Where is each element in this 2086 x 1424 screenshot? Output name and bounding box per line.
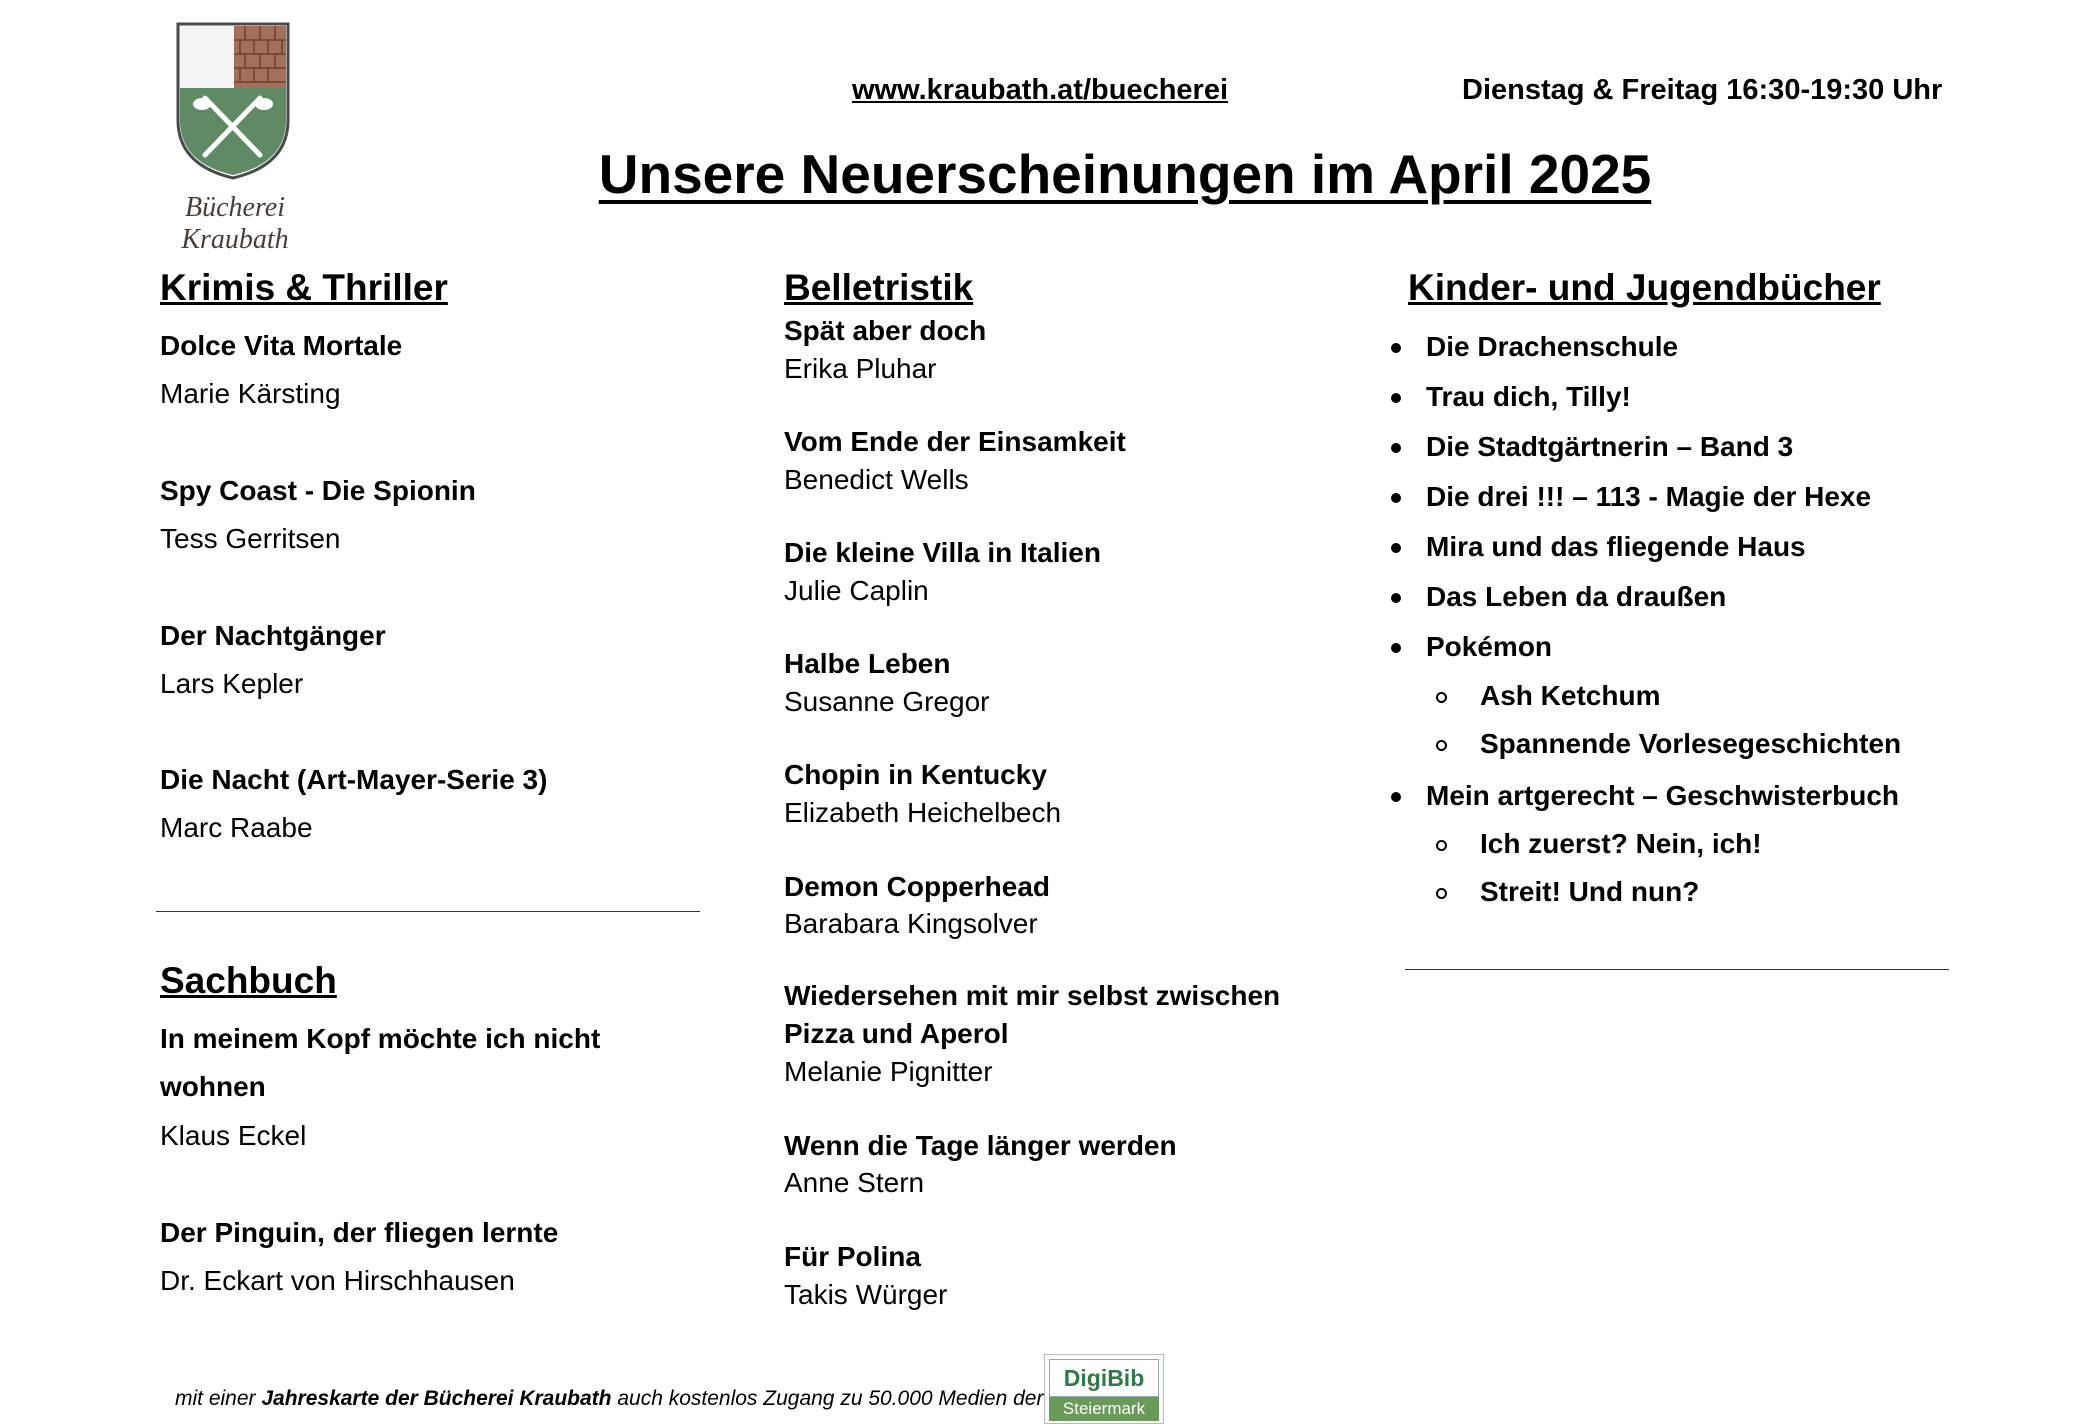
book-title: Demon Copperhead — [784, 871, 1051, 902]
book-title: wohnen — [160, 1071, 266, 1102]
book-title: Dolce Vita Mortale — [160, 330, 403, 361]
book-author: Erika Pluhar — [784, 353, 937, 384]
footer-bold: Jahreskarte der Bücherei Kraubath — [261, 1387, 612, 1410]
library-logo — [170, 20, 300, 255]
list-item: Trau dich, Tilly! — [1426, 381, 1631, 412]
sub-bullet-icon — [1436, 692, 1447, 703]
book-author: Dr. Eckart von Hirschhausen — [160, 1265, 515, 1296]
logo-text-line1: Bücherei — [184, 192, 286, 223]
book-title: Chopin in Kentucky — [784, 759, 1047, 790]
book-title: Die kleine Villa in Italien — [784, 537, 1101, 568]
section-heading-belletristik: Belletristik — [784, 267, 974, 308]
sub-bullet-icon — [1436, 888, 1447, 899]
bullet-icon — [1391, 393, 1401, 403]
book-author: Tess Gerritsen — [160, 523, 341, 554]
section-heading-krimis: Krimis & Thriller — [160, 267, 448, 308]
book-title: Spät aber doch — [784, 315, 987, 346]
bullet-icon — [1391, 543, 1401, 553]
list-item: Die Stadtgärtnerin – Band 3 — [1426, 431, 1794, 462]
sub-list-item: Ash Ketchum — [1480, 680, 1661, 711]
section-heading-sachbuch: Sachbuch — [160, 960, 337, 1001]
section-heading-kinder: Kinder- und Jugendbücher — [1408, 267, 1881, 308]
list-item: Die drei !!! – 113 - Magie der Hexe — [1426, 481, 1872, 512]
sub-bullet-icon — [1436, 840, 1447, 851]
bullet-icon — [1391, 643, 1401, 653]
list-item: Mein artgerecht – Geschwisterbuch — [1426, 780, 1900, 811]
footer-note — [175, 1387, 1043, 1411]
list-item: Das Leben da draußen — [1426, 581, 1727, 612]
sub-list-item: Streit! Und nun? — [1480, 876, 1700, 907]
divider — [156, 911, 700, 912]
book-author: Barabara Kingsolver — [784, 908, 1038, 939]
opening-hours: Dienstag & Freitag 16:30-19:30 Uhr — [1462, 74, 1943, 106]
book-title: Der Pinguin, der fliegen lernte — [160, 1217, 559, 1248]
book-author: Benedict Wells — [784, 464, 969, 495]
book-title: Wenn die Tage länger werden — [784, 1130, 1177, 1161]
book-author: Marie Kärsting — [160, 378, 341, 409]
book-title: Vom Ende der Einsamkeit — [784, 426, 1126, 457]
book-author: Susanne Gregor — [784, 686, 990, 717]
bullet-icon — [1391, 343, 1401, 353]
list-item: Pokémon — [1426, 631, 1553, 662]
sub-list-item: Ich zuerst? Nein, ich! — [1480, 828, 1762, 859]
list-item: Die Drachenschule — [1426, 331, 1679, 362]
book-author: Elizabeth Heichelbech — [784, 797, 1062, 828]
book-author: Klaus Eckel — [160, 1120, 307, 1151]
bullet-icon — [1391, 593, 1401, 603]
website-link[interactable]: www.kraubath.at/buecherei — [852, 74, 1229, 106]
book-author: Melanie Pignitter — [784, 1056, 993, 1087]
logo-text-line2: Kraubath — [181, 224, 289, 255]
footer-prefix: mit einer — [175, 1387, 262, 1410]
book-title: Halbe Leben — [784, 648, 951, 679]
book-title: Für Polina — [784, 1241, 921, 1272]
bullet-icon — [1391, 493, 1401, 503]
book-title: Pizza und Aperol — [784, 1018, 1009, 1049]
footer-suffix: auch kostenlos Zugang zu 50.000 Medien der — [611, 1387, 1044, 1410]
bullet-icon — [1391, 792, 1401, 802]
book-title: Der Nachtgänger — [160, 620, 386, 651]
divider — [1405, 969, 1949, 970]
book-author: Takis Würger — [784, 1279, 948, 1310]
book-title: Wiedersehen mit mir selbst zwischen — [784, 980, 1281, 1011]
bullet-icon — [1391, 443, 1401, 453]
page-title: Unsere Neuerscheinungen im April 2025 — [598, 143, 1652, 205]
digibib-logo-subtitle: Steiermark — [1049, 1397, 1159, 1421]
book-author: Marc Raabe — [160, 812, 313, 843]
book-title: Die Nacht (Art-Mayer-Serie 3) — [160, 764, 548, 795]
digibib-logo[interactable] — [1044, 1354, 1164, 1424]
sub-bullet-icon — [1436, 740, 1447, 751]
book-author: Julie Caplin — [784, 575, 929, 606]
book-title: In meinem Kopf möchte ich nicht — [160, 1023, 601, 1054]
book-author: Lars Kepler — [160, 668, 304, 699]
book-title: Spy Coast - Die Spionin — [160, 475, 476, 506]
digibib-logo-title: DigiBib — [1049, 1359, 1159, 1397]
book-author: Anne Stern — [784, 1167, 925, 1198]
list-item: Mira und das fliegende Haus — [1426, 531, 1806, 562]
sub-list-item: Spannende Vorlesegeschichten — [1480, 728, 1902, 759]
